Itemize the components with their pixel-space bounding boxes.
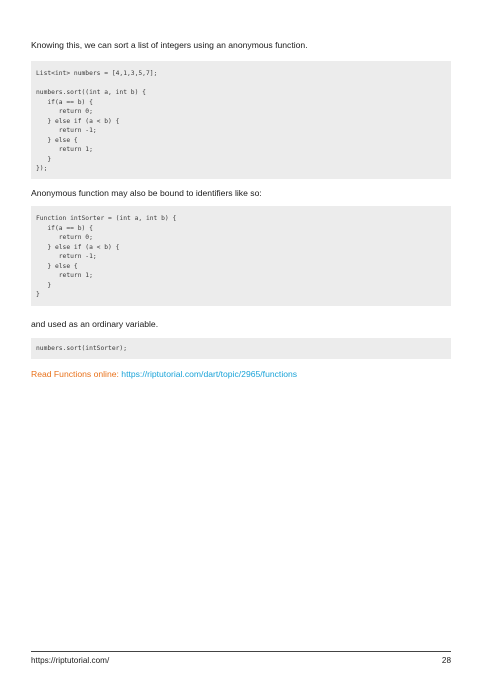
- intro-paragraph: Knowing this, we can sort a list of integers using an anonymous function.: [31, 40, 308, 50]
- footer-divider: [31, 651, 451, 652]
- code-line: if(a == b) {: [36, 98, 93, 106]
- code-line: });: [36, 165, 48, 172]
- code-line: if(a == b) {: [36, 224, 93, 232]
- code-line: }: [36, 281, 52, 289]
- code-block-int-sorter: [31, 206, 451, 306]
- code-line: numbers.sort(intSorter);: [36, 345, 127, 352]
- code-block-sort-list: [31, 61, 451, 179]
- code-line: numbers.sort((int a, int b) {: [36, 89, 146, 96]
- code-line: } else {: [36, 136, 78, 144]
- ordinary-paragraph: and used as an ordinary variable.: [31, 319, 159, 329]
- code-line: return 0;: [36, 108, 93, 115]
- code-line: [36, 79, 451, 89]
- code-line: return 1;: [36, 272, 93, 279]
- code-line: return -1;: [36, 253, 97, 260]
- code-line: } else if (a < b) {: [36, 117, 120, 125]
- code-line: return -1;: [36, 127, 97, 134]
- code-line: }: [36, 155, 52, 163]
- code-line: Function intSorter = (int a, int b) {: [36, 215, 177, 222]
- read-online-prefix: Read Functions online:: [31, 369, 122, 379]
- read-online-line: [31, 369, 297, 380]
- code-line: return 1;: [36, 146, 93, 153]
- footer-site-url: https://riptutorial.com/: [31, 656, 110, 665]
- code-block-sort-call: [31, 338, 451, 359]
- code-line: }: [36, 291, 40, 298]
- code-line: } else {: [36, 262, 78, 270]
- code-line: List<int> numbers = [4,1,3,5,7];: [36, 70, 158, 77]
- functions-topic-link[interactable]: https://riptutorial.com/dart/topic/2965/functions: [121, 369, 298, 379]
- code-line: } else if (a < b) {: [36, 243, 120, 251]
- code-line: return 0;: [36, 234, 93, 241]
- page-number: 28: [441, 656, 451, 665]
- bound-paragraph: Anonymous function may also be bound to identifiers like so:: [31, 188, 262, 198]
